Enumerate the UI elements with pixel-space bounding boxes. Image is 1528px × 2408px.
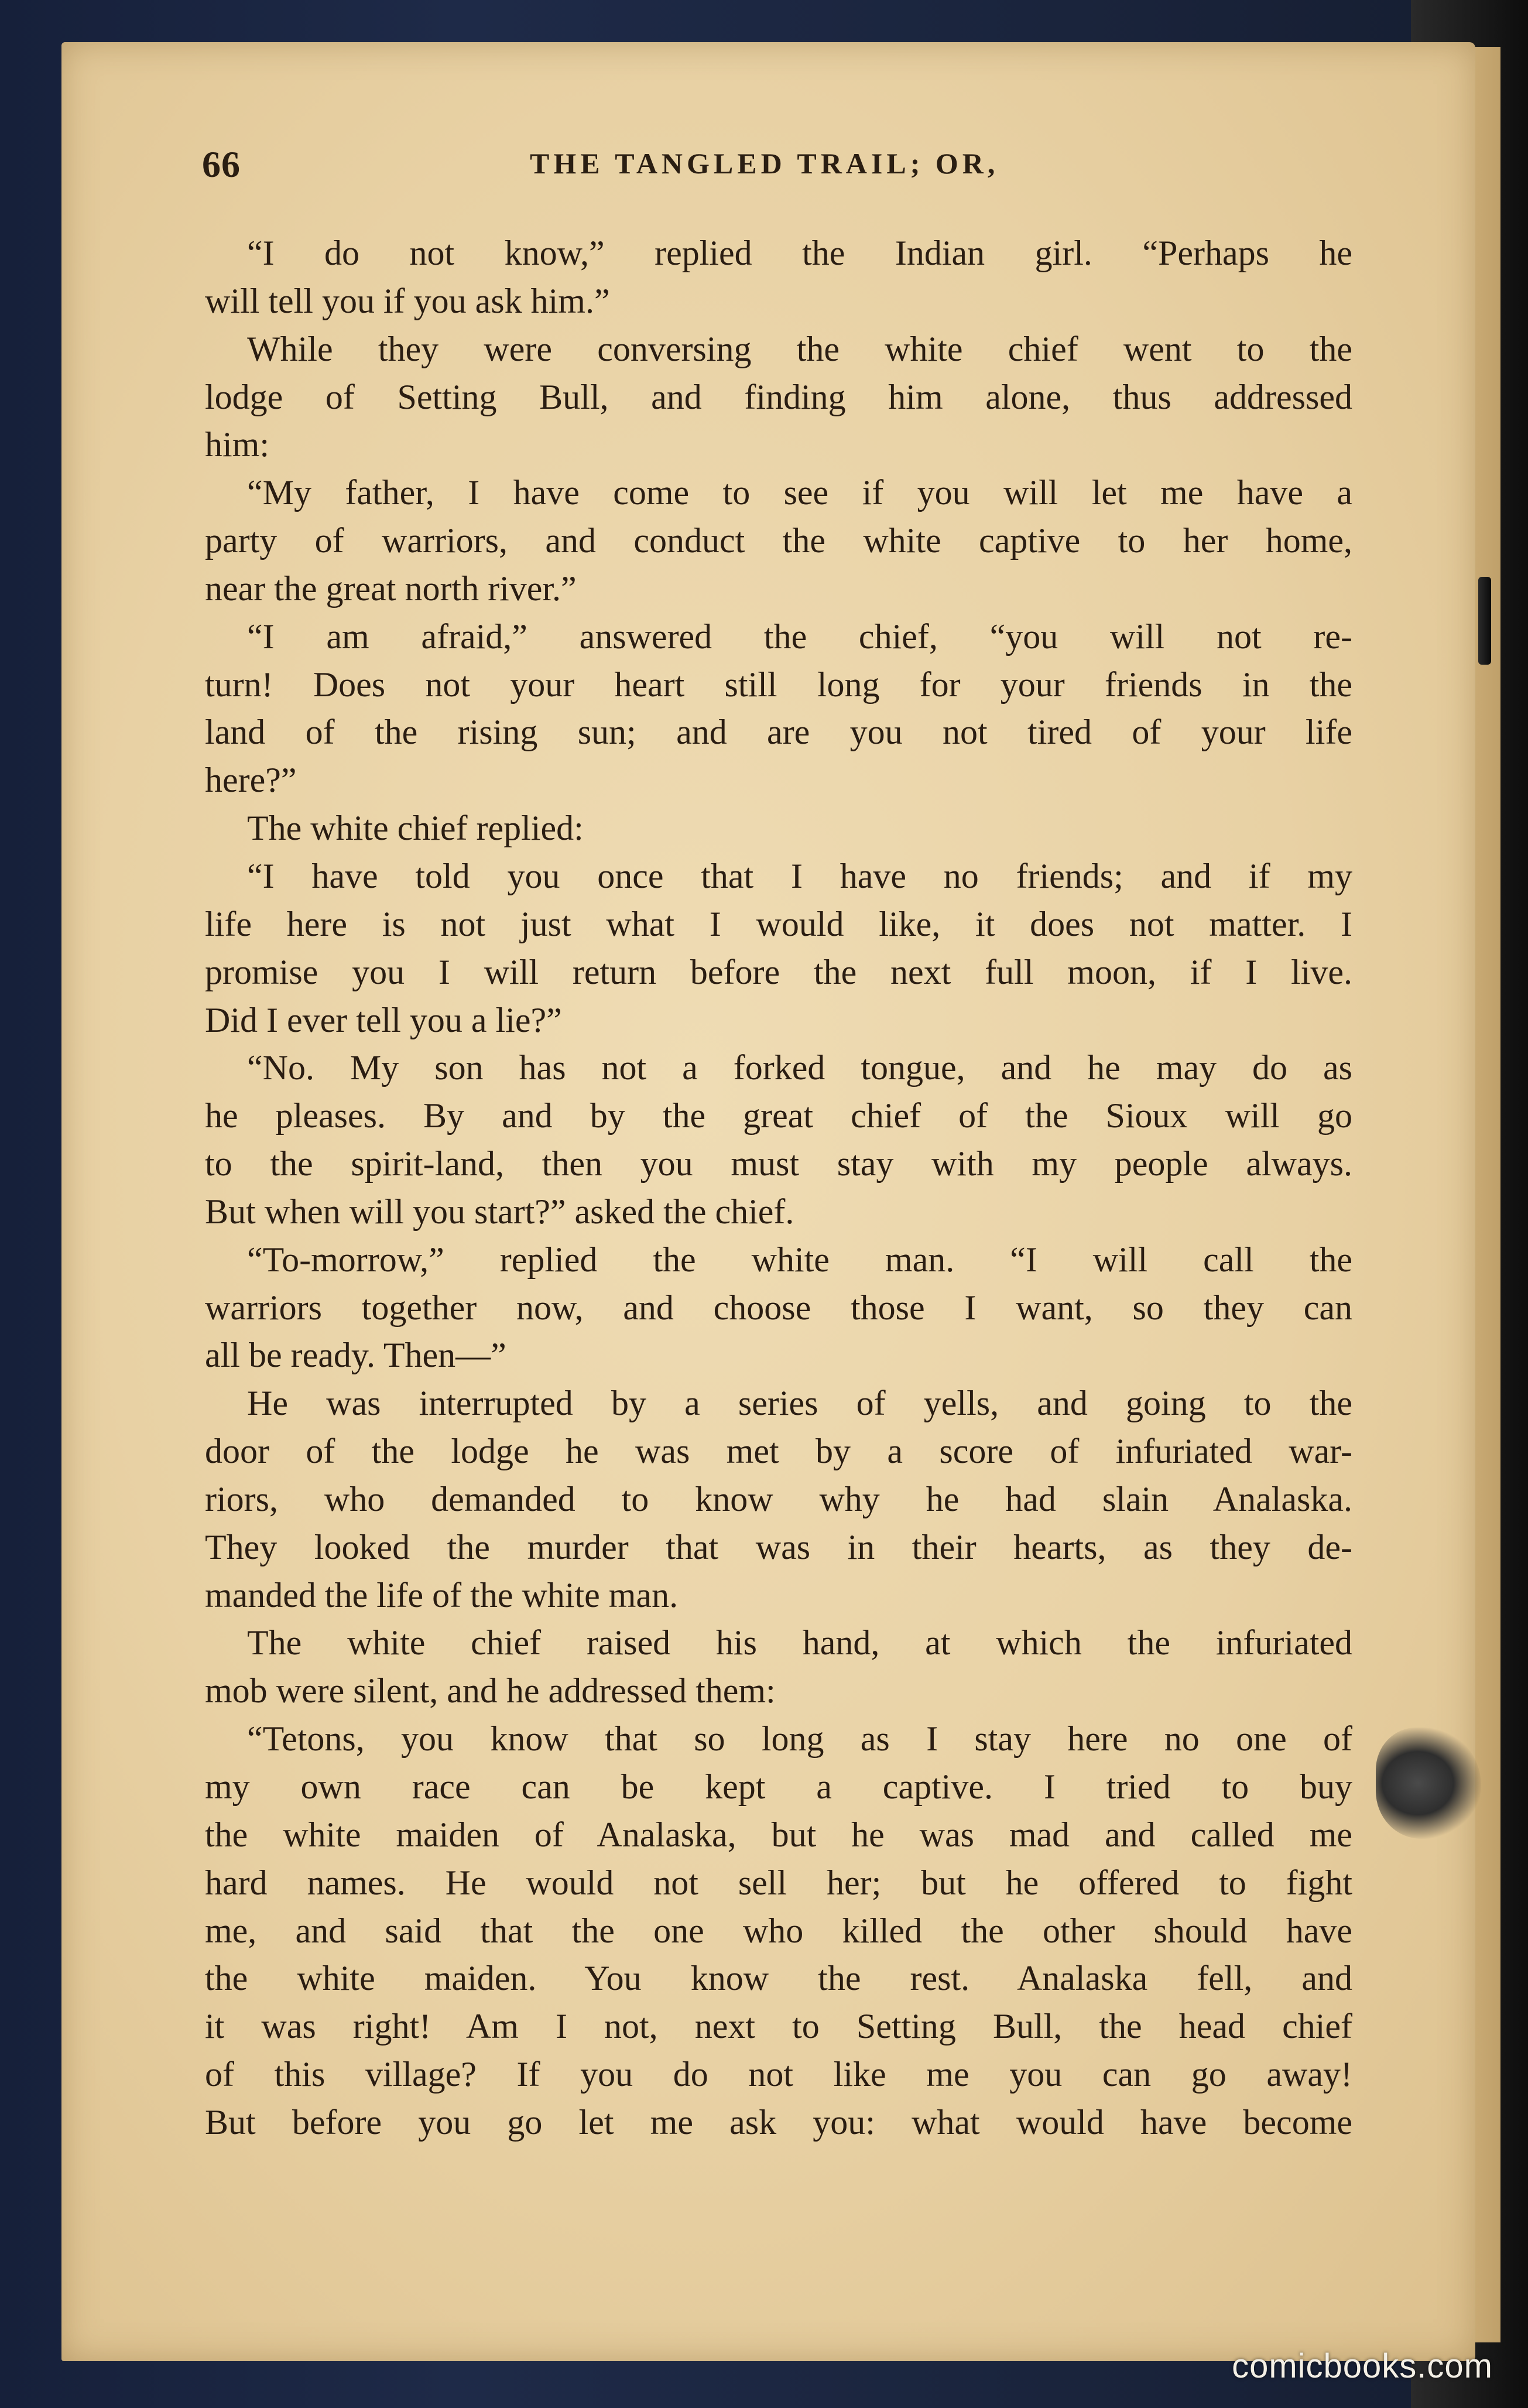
text-line: to the spirit-land, then you must stay with my people always. — [205, 1144, 1352, 1184]
text-line: “No. My son has not a forked tongue, and he may do as — [247, 1048, 1352, 1087]
text-line: hard names. He would not sell her; but he offered to fight — [205, 1863, 1352, 1902]
text-line: riors, who demanded to know why he had slain Analaska. — [205, 1479, 1352, 1518]
text-line: it was right! Am I not, next to Setting Bull, the head chief — [205, 2007, 1352, 2046]
text-line: “Tetons, you know that so long as I stay here no one of — [247, 1719, 1352, 1759]
site-watermark: comicbooks.com — [1232, 2347, 1493, 2385]
text-line: door of the lodge he was met by a score of infuriated war- — [205, 1432, 1352, 1471]
text-line: mob were silent, and he addressed them: — [205, 1671, 776, 1711]
text-line: the white maiden. You know the rest. Analaska fell, and — [205, 1959, 1352, 1998]
text-line: But before you go let me ask you: what would have become — [205, 2102, 1352, 2142]
text-line: “To-morrow,” replied the white man. “I will call the — [247, 1240, 1352, 1279]
text-line: They looked the murder that was in their hearts, as they de- — [205, 1527, 1352, 1566]
page-header — [202, 143, 1408, 190]
text-line: The white chief replied: — [247, 809, 584, 848]
text-line: manded the life of the white man. — [205, 1575, 679, 1615]
text-line: While they were conversing the white chief went to the — [247, 329, 1352, 368]
text-line: “My father, I have come to see if you will let me have a — [247, 473, 1352, 512]
text-line: party of warriors, and conduct the white captive to her home, — [205, 521, 1352, 560]
text-line: He was interrupted by a series of yells, and going to the — [247, 1384, 1352, 1423]
text-line: turn! Does not your heart still long for your friends in the — [205, 665, 1352, 704]
text-line: “I have told you once that I have no friends; and if my — [247, 856, 1352, 895]
text-line: my own race can be kept a captive. I tried to buy — [205, 1767, 1352, 1806]
text-line: of this village? If you do not like me you can go away! — [205, 2055, 1352, 2094]
page-number: 66 — [202, 143, 241, 185]
body-text — [205, 230, 1352, 2147]
text-line: here?” — [205, 761, 297, 800]
text-line: lodge of Setting Bull, and finding him alone, thus addressed — [205, 377, 1352, 416]
text-line: me, and said that the one who killed the other should have — [205, 1911, 1352, 1950]
text-line: Did I ever tell you a lie?” — [205, 1000, 562, 1039]
text-line: he pleases. By and by the great chief of the Sioux will go — [205, 1096, 1352, 1135]
text-line: promise you I will return before the next full moon, if I live. — [205, 952, 1352, 991]
text-line: the white maiden of Analaska, but he was mad and called me — [205, 1815, 1352, 1854]
text-line: warriors together now, and choose those I want, so they can — [205, 1288, 1352, 1327]
text-line: “I am afraid,” answered the chief, “you will not re- — [247, 617, 1352, 656]
text-line: The white chief raised his hand, at which the infuriated — [247, 1623, 1352, 1663]
text-line: will tell you if you ask him.” — [205, 281, 610, 320]
text-line: life here is not just what I would like, it does not matter. I — [205, 904, 1352, 943]
text-line: near the great north river.” — [205, 569, 577, 608]
binding-staple — [1478, 577, 1491, 665]
text-line: “I do not know,” replied the Indian girl. “Perhaps he — [247, 234, 1352, 272]
text-line: all be ready. Then—” — [205, 1336, 506, 1375]
text-line: land of the rising sun; and are you not tired of your life — [205, 713, 1352, 752]
text-line: But when will you start?” asked the chief. — [205, 1192, 794, 1231]
text-line: him: — [205, 425, 270, 464]
running-head: THE TANGLED TRAIL; OR, — [530, 147, 999, 180]
